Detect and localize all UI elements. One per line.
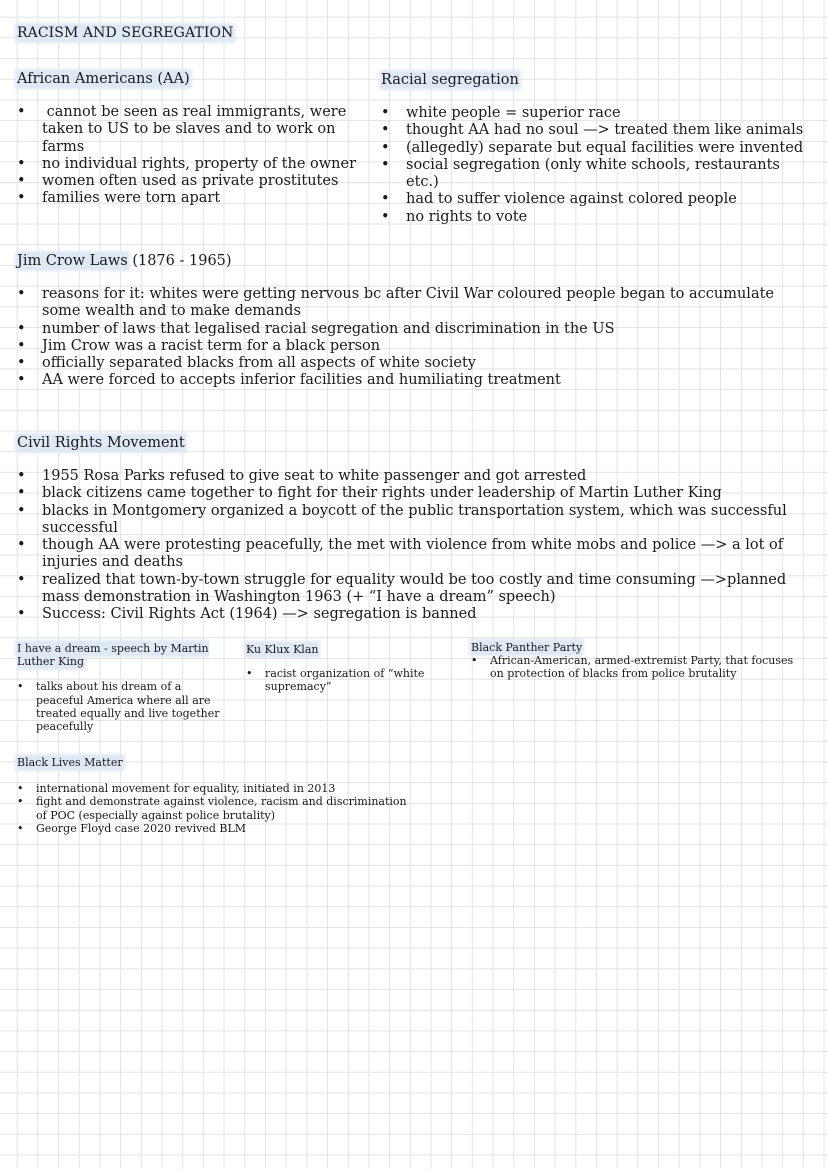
section-civil-rights-movement: [17, 435, 807, 624]
page-title: [17, 25, 233, 41]
bullet-list: [471, 654, 806, 680]
list-item: • reasons for it: whites were getting nervous bc after Civil War coloured people began to accumulate some wealth and to make demands: [17, 286, 807, 321]
section-jim-crow-laws: [17, 253, 807, 390]
section-black-lives-matter: [17, 756, 417, 835]
list-item: • had to suffer violence against colored people: [381, 191, 811, 208]
list-item: • women often used as private prostitutes: [17, 173, 362, 190]
list-item: • 1955 Rosa Parks refused to give seat to white passenger and got arrested: [17, 468, 807, 485]
page-title-text: RACISM AND SEGREGATION: [17, 25, 234, 41]
section-racial-segregation: [381, 72, 811, 226]
list-item: • AA were forced to accepts inferior facilities and humiliating treatment: [17, 372, 807, 389]
list-item: • African-American, armed-extremist Party, that focuses on protection of blacks from police brutality: [471, 654, 806, 680]
section-heading: Civil Rights Movement: [17, 435, 185, 451]
list-item: • racist organization of “white supremacy”: [246, 667, 436, 693]
list-item: • cannot be seen as real immigrants, were taken to US to be slaves and to work on farms: [17, 104, 362, 156]
section-black-panther-party: [471, 641, 806, 681]
list-item: • international movement for equality, initiated in 2013: [17, 782, 417, 795]
list-item: • officially separated blacks from all aspects of white society: [17, 355, 807, 372]
section-heading: Ku Klux Klan: [246, 643, 319, 656]
list-item: • white people = superior race: [381, 105, 811, 122]
bullet-list: [17, 286, 807, 390]
section-ku-klux-klan: [246, 643, 436, 694]
bullet-list: [17, 680, 232, 733]
list-item: • Jim Crow was a racist term for a black person: [17, 338, 807, 355]
list-item: • talks about his dream of a peaceful America where all are treated equally and live together peacefully: [17, 680, 232, 733]
list-item: • (allegedly) separate but equal facilities were invented: [381, 140, 811, 157]
list-item: • black citizens came together to fight for their rights under leadership of Martin Luther King: [17, 485, 807, 502]
list-item: • though AA were protesting peacefully, the met with violence from white mobs and police —> a lot of injuries and deaths: [17, 537, 807, 572]
list-item: • families were torn apart: [17, 190, 362, 207]
section-i-have-a-dream: [17, 642, 232, 733]
list-item: • realized that town-by-town struggle for equality would be too costly and time consuming —>planned mass demonstration in Washington 1963 (+ “I have a dream” speech): [17, 572, 807, 607]
list-item: • thought AA had no soul —> treated them like animals: [381, 122, 811, 139]
bullet-list: [381, 105, 811, 226]
list-item: • fight and demonstrate against violence, racism and discrimination of POC (especially against police brutality): [17, 795, 417, 821]
bullet-list: [17, 468, 807, 624]
section-heading: Racial segregation: [381, 72, 519, 88]
section-heading: African Americans (AA): [17, 71, 190, 87]
list-item: • Success: Civil Rights Act (1964) —> segregation is banned: [17, 606, 807, 623]
list-item: • no individual rights, property of the owner: [17, 156, 362, 173]
bullet-list: [246, 667, 436, 693]
section-african-americans: [17, 71, 362, 208]
list-item: • social segregation (only white schools, restaurants etc.): [381, 157, 811, 192]
list-item: • blacks in Montgomery organized a boycott of the public transportation system, which was successful successful: [17, 503, 807, 538]
section-heading: I have a dream - speech by Martin Luther King: [17, 642, 209, 669]
bullet-list: [17, 782, 417, 835]
bullet-list: [17, 104, 362, 208]
list-item: • number of laws that legalised racial segregation and discrimination in the US: [17, 321, 807, 338]
section-heading: Black Panther Party: [471, 641, 583, 654]
section-heading: Black Lives Matter: [17, 756, 123, 769]
list-item: • no rights to vote: [381, 209, 811, 226]
list-item: • George Floyd case 2020 revived BLM: [17, 822, 417, 835]
section-heading: Jim Crow Laws (1876 - 1965): [17, 253, 232, 269]
